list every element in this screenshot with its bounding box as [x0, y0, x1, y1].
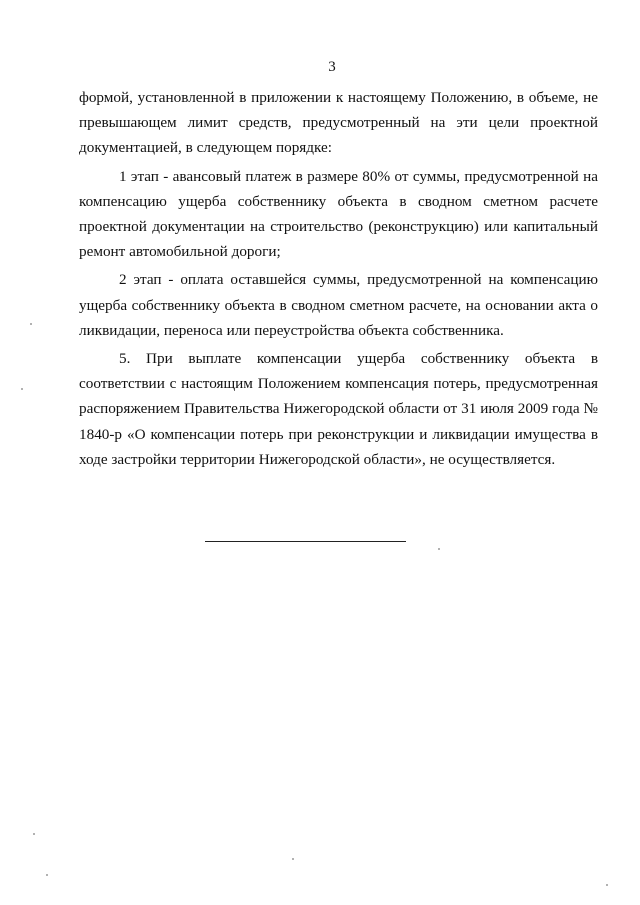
page-number: 3 — [328, 59, 336, 75]
paragraph-item-5: 5. При выплате компенсации ущерба собственнику объекта в соответствии с настоящим Положением компенсация потерь, предусмотренная распоряжением Правительства Нижегородской области от 31 июля 2009 года № 1840-р «О компенсации потерь при реконструкции и ликвидации имущества в ходе застройки территории Нижегородской области», не осуществляется. — [79, 350, 598, 468]
scan-speck — [292, 858, 294, 860]
scan-speck — [606, 884, 608, 886]
scan-speck — [30, 323, 32, 325]
scan-speck — [21, 388, 23, 390]
scan-speck — [438, 548, 440, 550]
closing-divider-line — [205, 541, 406, 542]
scan-speck — [46, 874, 48, 876]
document-body — [79, 85, 598, 472]
scan-speck — [33, 833, 35, 835]
paragraph-stage-2: 2 этап - оплата оставшейся суммы, предусмотренной на компенсацию ущерба собственнику объекта в сводном сметном расчете, на основании акта о ликвидации, переноса или переустройства объекта собственника. — [79, 271, 598, 339]
paragraph-intro-continuation: формой, установленной в приложении к настоящему Положению, в объеме, не превышающем лимит средств, предусмотренный на эти цели проектной документацией, в следующем порядке: — [79, 89, 598, 157]
paragraph-stage-1: 1 этап - авансовый платеж в размере 80% от суммы, предусмотренной на компенсацию ущерба собственнику объекта в сводном сметном расчете проектной документации на строительство (реконструкцию) или капитальный ремонт автомобильной дороги; — [79, 167, 598, 261]
